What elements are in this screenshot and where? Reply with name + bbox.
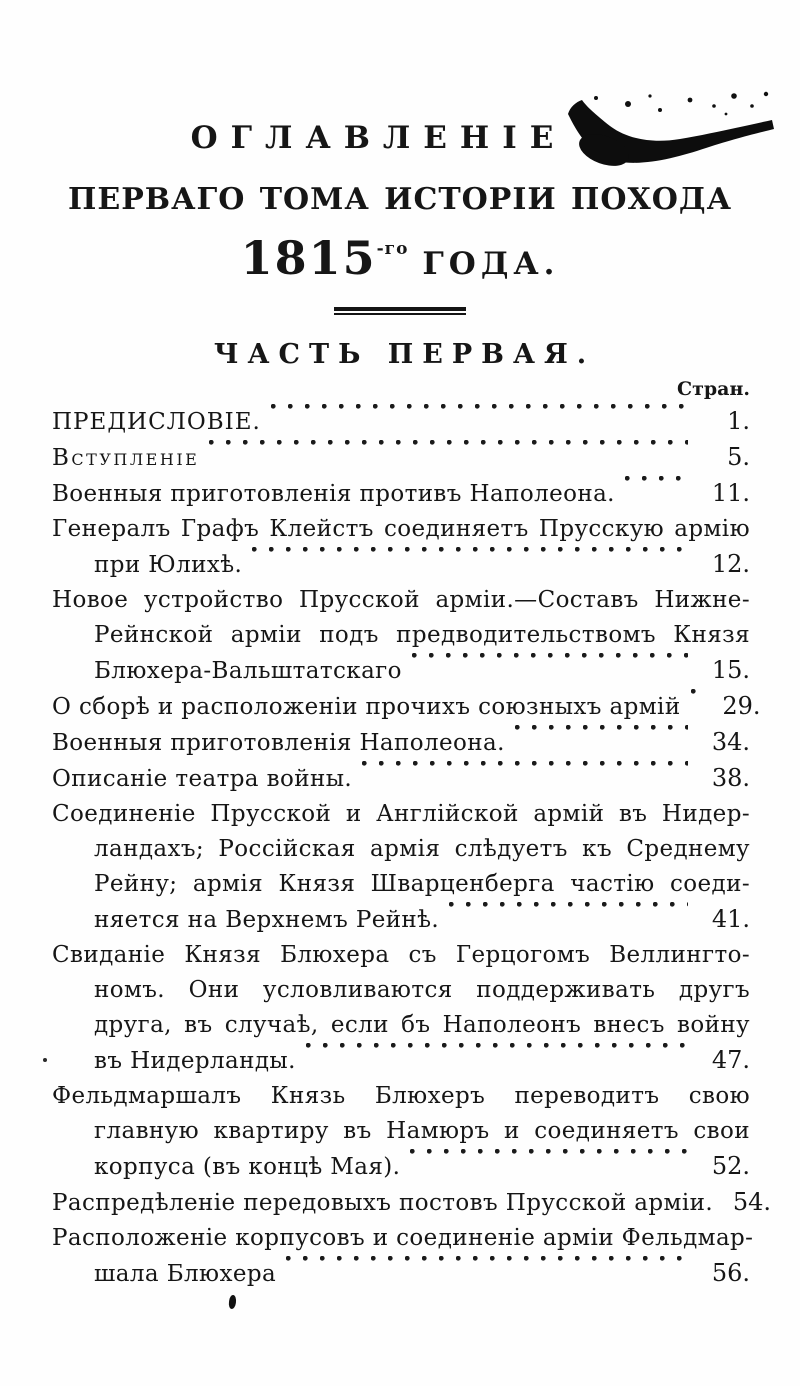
- toc-line-text: Соединеніе Прусской и Англійской армій въ Нидер-: [52, 801, 750, 827]
- toc-list: [52, 404, 772, 1292]
- part-heading: ЧАСТЬ ПЕРВАЯ.: [213, 339, 596, 370]
- dot-leader: [252, 547, 688, 583]
- pages-column-header: Стран.: [676, 378, 750, 400]
- toc-line: [52, 761, 750, 797]
- toc-line: [52, 547, 750, 583]
- toc-line: [52, 653, 750, 689]
- toc-line-text: Генералъ Графъ Клейстъ соединяетъ Прусскую армію: [52, 516, 750, 542]
- dot-leader: [515, 725, 688, 761]
- page-number: 15.: [711, 656, 750, 684]
- toc-line: [52, 973, 750, 1008]
- toc-line-text: корпуса (въ концѣ Мая).: [94, 1154, 401, 1180]
- toc-line: [52, 1256, 750, 1292]
- toc-line: [52, 1221, 754, 1256]
- ink-speck: [43, 1058, 47, 1062]
- toc-line-text: ландахъ; Россійская армія слѣдуетъ къ Среднему: [94, 836, 750, 862]
- year-line: [0, 231, 800, 285]
- toc-line-text: О сборѣ и расположеніи прочихъ союзныхъ армій: [52, 694, 681, 720]
- toc-entry: [52, 1185, 772, 1221]
- volume-title-word: ПОХОДА: [571, 182, 732, 217]
- volume-title-word: ИСТОРІИ: [384, 182, 557, 217]
- toc-line: [52, 1149, 750, 1185]
- toc-entry: [52, 761, 750, 797]
- toc-line: [52, 404, 750, 440]
- toc-line: [52, 1185, 772, 1221]
- volume-title-word: ТОМА: [259, 182, 370, 217]
- toc-line-text: ПРЕДИСЛОВІЕ.: [52, 409, 261, 435]
- toc-line-text: шала Блюхера: [94, 1261, 277, 1287]
- toc-entry: [52, 404, 750, 440]
- toc-line-text: Военныя приготовленія Наполеона.: [52, 730, 505, 756]
- year-suffix: -го: [376, 239, 409, 259]
- toc-line-text: Описаніе театра войны.: [52, 766, 353, 792]
- toc-entry: [52, 440, 750, 476]
- volume-title-word: ПЕРВАГО: [68, 182, 246, 217]
- toc-line: [52, 476, 750, 512]
- page-number: 34.: [711, 728, 750, 756]
- toc-line: [52, 583, 750, 618]
- toc-line-text: Рейнской арміи подъ предводительствомъ Князя: [94, 622, 750, 648]
- toc-entry: [52, 1221, 754, 1292]
- toc-line-text: въ Нидерланды.: [94, 1048, 296, 1074]
- page-number: 47.: [711, 1046, 750, 1074]
- section-divider: [334, 307, 466, 315]
- toc-line-text: при Юлихѣ.: [94, 552, 243, 578]
- toc-entry: [52, 512, 750, 583]
- toc-entry: [52, 689, 761, 725]
- dot-leader: [410, 1149, 688, 1185]
- toc-line-text: Вступленіе: [52, 445, 200, 471]
- toc-line: [52, 938, 750, 973]
- toc-line-text: Новое устройство Прусской арміи.—Составъ Нижне-: [52, 587, 750, 613]
- dot-leader: [286, 1256, 688, 1292]
- year-word: ГОДА.: [422, 246, 560, 282]
- toc-line: [52, 867, 750, 902]
- toc-line-text: номъ. Они условливаются поддерживать другъ: [94, 977, 750, 1003]
- toc-line-text: друга, въ случаѣ, если бъ Наполеонъ внесъ войну: [94, 1012, 750, 1038]
- page-number: 1.: [727, 407, 750, 435]
- toc-entry: [52, 583, 750, 689]
- toc-line-text: Расположеніе корпусовъ и соединеніе арміи Фельдмар-: [52, 1225, 754, 1251]
- dot-leader: [271, 404, 688, 440]
- dot-leader: [362, 761, 688, 797]
- toc-title: ОГЛАВЛЕНІЕ: [190, 120, 567, 156]
- ink-speck: [228, 1295, 237, 1310]
- toc-line: [52, 689, 761, 725]
- toc-line: [52, 512, 750, 547]
- toc-line: [52, 440, 750, 476]
- toc-line: [52, 1114, 750, 1149]
- page-number: 11.: [711, 479, 750, 507]
- toc-entry: [52, 797, 750, 938]
- dot-leader: [691, 689, 699, 725]
- year-number: 1815: [240, 231, 377, 285]
- toc-line-text: Военныя приготовленія противъ Наполеона.: [52, 481, 615, 507]
- toc-line: [52, 832, 750, 867]
- volume-title: [68, 182, 732, 217]
- page-number: 29.: [722, 692, 761, 720]
- page-number: 12.: [711, 550, 750, 578]
- page-number: 52.: [711, 1152, 750, 1180]
- dot-leader: [412, 653, 688, 689]
- toc-line-text: Распредѣленіе передовыхъ постовъ Прусской арміи.: [52, 1190, 714, 1216]
- page-number: 56.: [711, 1259, 750, 1287]
- dot-leader: [306, 1043, 688, 1079]
- toc-entry: [52, 476, 750, 512]
- toc-line-text: Свиданіе Князя Блюхера съ Герцогомъ Веллингто-: [52, 942, 750, 968]
- toc-line: [52, 797, 750, 832]
- page-number: 5.: [727, 443, 750, 471]
- toc-entry: [52, 725, 750, 761]
- toc-line-text: Рейну; армія Князя Шварценберга частію соеди-: [94, 871, 750, 897]
- toc-line: [52, 618, 750, 653]
- dot-leader: [625, 476, 688, 512]
- page-number: 38.: [711, 764, 750, 792]
- toc-line-text: няется на Верхнемъ Рейнѣ.: [94, 907, 440, 933]
- toc-line-text: Блюхера-Вальштатскаго: [94, 658, 402, 684]
- toc-line-text: Фельдмаршалъ Князь Блюхеръ переводитъ свою: [52, 1083, 750, 1109]
- toc-line: [52, 725, 750, 761]
- toc-entry: [52, 1079, 750, 1185]
- toc-line-text: главную квартиру въ Намюръ и соединяетъ свои: [94, 1118, 750, 1144]
- page-number: 41.: [711, 905, 750, 933]
- toc-line: [52, 1008, 750, 1043]
- dot-leader: [449, 902, 688, 938]
- dot-leader: [209, 440, 688, 476]
- toc-entry: [52, 938, 750, 1079]
- toc-line: [52, 902, 750, 938]
- toc-line: [52, 1043, 750, 1079]
- toc-line: [52, 1079, 750, 1114]
- page-number: 54.: [732, 1188, 772, 1216]
